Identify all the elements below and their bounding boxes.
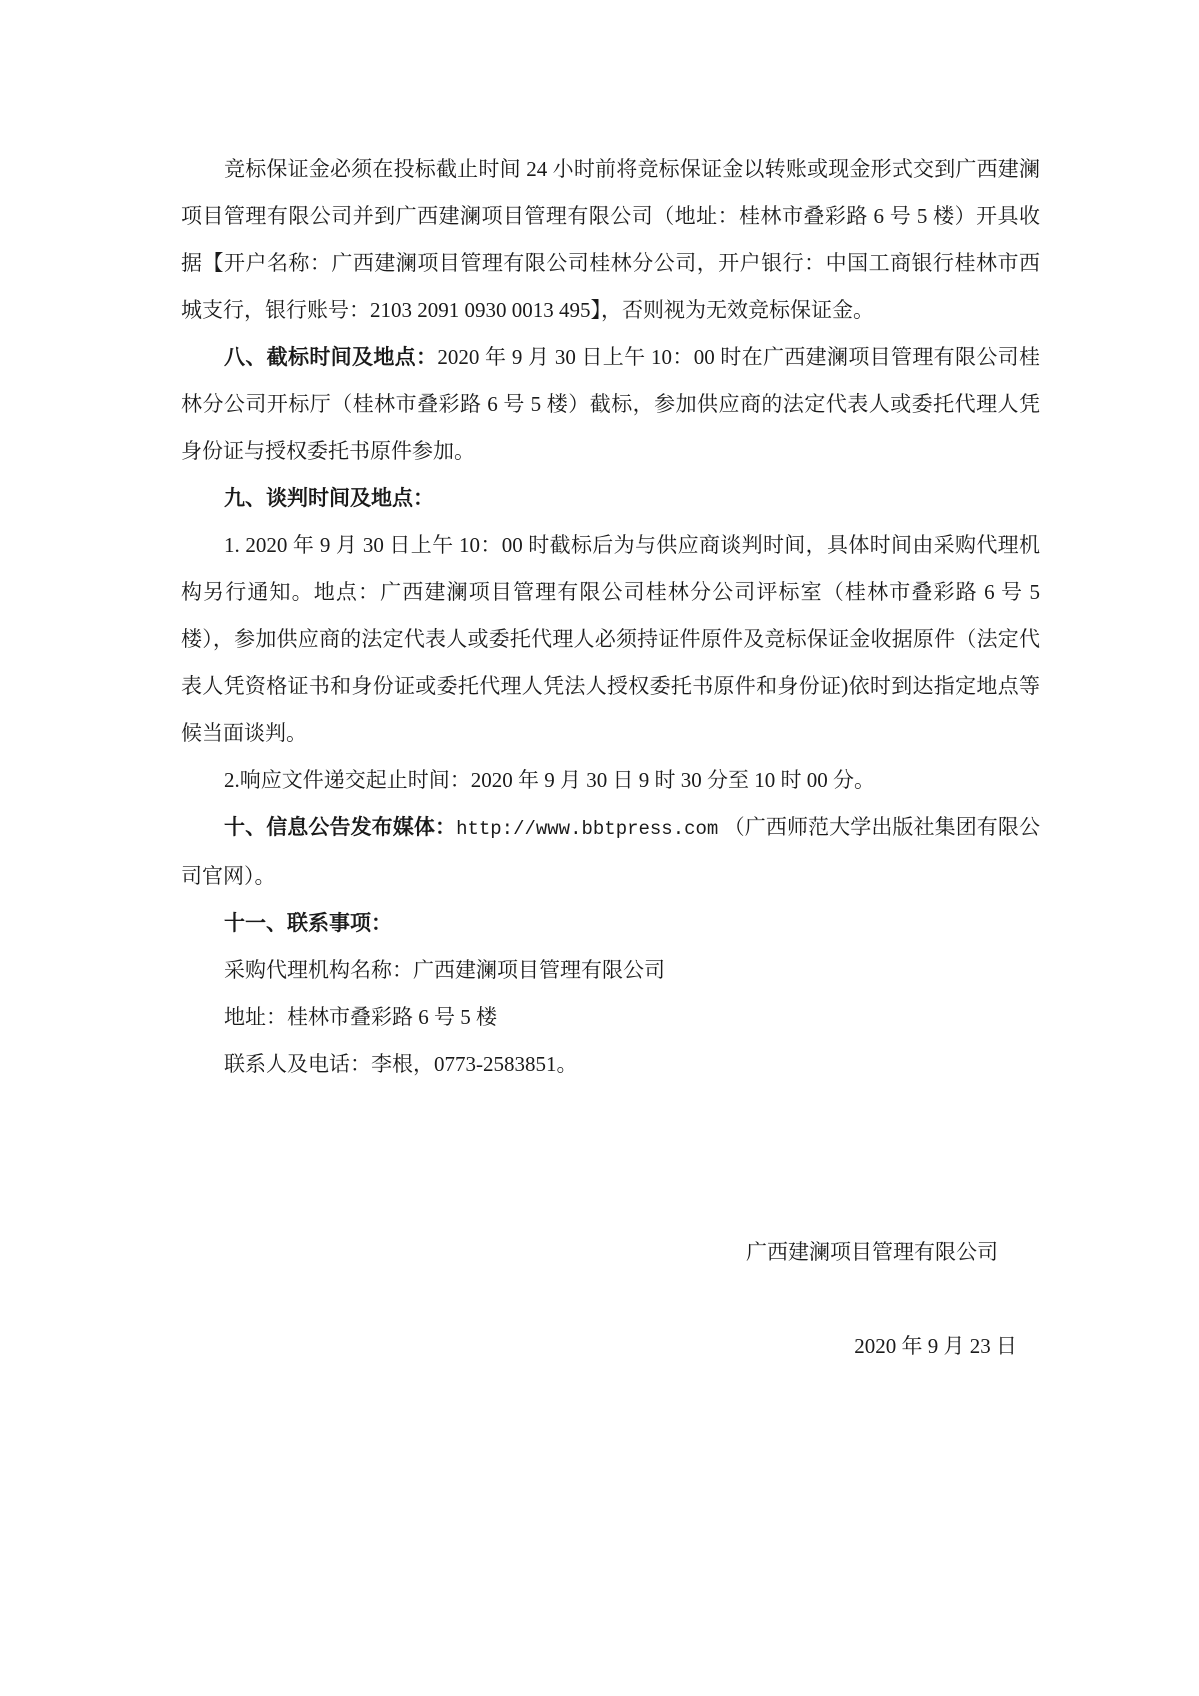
section-9-heading: 九、谈判时间及地点： xyxy=(224,486,434,510)
section-11-heading: 十一、联系事项： xyxy=(224,911,392,935)
section-8-text: 2020 年 9 月 30 日上午 10：00 时在广西建澜项目管理有限公司桂林分公司开标厅（桂林市叠彩路 6 号 5 楼）截标，参加供应商的法定代表人或委托代理人凭身份证与授权委托书原件参加。 xyxy=(181,345,1041,463)
signature-date xyxy=(181,1323,1040,1370)
deposit-instructions-text: 竞标保证金必须在投标截止时间 24 小时前将竞标保证金以转账或现金形式交到广西建澜项目管理有限公司并到广西建澜项目管理有限公司（地址：桂林市叠彩路 6 号 5 楼）开具收据【开户名称：广西建澜项目管理有限公司桂林分公司，开户银行：中国工商银行桂林市西城支行，银行账号：2103 2091 0930 0013 495】，否则视为无效竞标保证金。 xyxy=(181,157,1040,322)
paragraph-deposit-instructions xyxy=(181,146,1040,334)
paragraph-contact xyxy=(181,1041,1040,1088)
agency-name-text: 采购代理机构名称：广西建澜项目管理有限公司 xyxy=(224,958,665,982)
section-10-url: http://www.bbtpress.com xyxy=(456,818,719,840)
section-11-heading-paragraph xyxy=(181,900,1040,947)
signature-date-text: 2020 年 9 月 23 日 xyxy=(854,1334,1017,1358)
section-8-heading: 八、截标时间及地点： xyxy=(224,345,438,369)
section-10-suffix: （广西师范大学出版社集团有限公司官网）。 xyxy=(181,815,1041,888)
signature-company xyxy=(181,1229,1040,1276)
section-9-item-1-text: 1. 2020 年 9 月 30 日上午 10：00 时截标后为与供应商谈判时间，具体时间由采购代理机构另行通知。地点：广西建澜项目管理有限公司桂林分公司评标室（桂林市叠彩路 6 号 5 楼），参加供应商的法定代表人或委托代理人必须持证件原件及竞标保证金收据原件（法定代表人凭资格证书和身份证或委托代理人凭法人授权委托书原件和身份证)依时到达指定地点等候当面谈判。 xyxy=(181,533,1040,745)
paragraph-agency-address xyxy=(181,994,1040,1041)
section-9-item-1 xyxy=(181,522,1040,757)
section-9-item-2 xyxy=(181,757,1040,804)
section-9-item-2-text: 2.响应文件递交起止时间：2020 年 9 月 30 日 9 时 30 分至 10 时 00 分。 xyxy=(224,768,875,792)
contact-text: 联系人及电话：李根，0773-2583851。 xyxy=(224,1052,578,1076)
signature-company-text: 广西建澜项目管理有限公司 xyxy=(746,1240,998,1264)
document-body xyxy=(181,146,1040,1370)
section-10-heading: 十、信息公告发布媒体： xyxy=(224,815,457,839)
agency-address-text: 地址：桂林市叠彩路 6 号 5 楼 xyxy=(224,1005,497,1029)
section-10-paragraph xyxy=(181,804,1040,900)
section-8-paragraph xyxy=(181,334,1040,475)
paragraph-agency-name xyxy=(181,947,1040,994)
section-9-heading-paragraph xyxy=(181,475,1040,522)
